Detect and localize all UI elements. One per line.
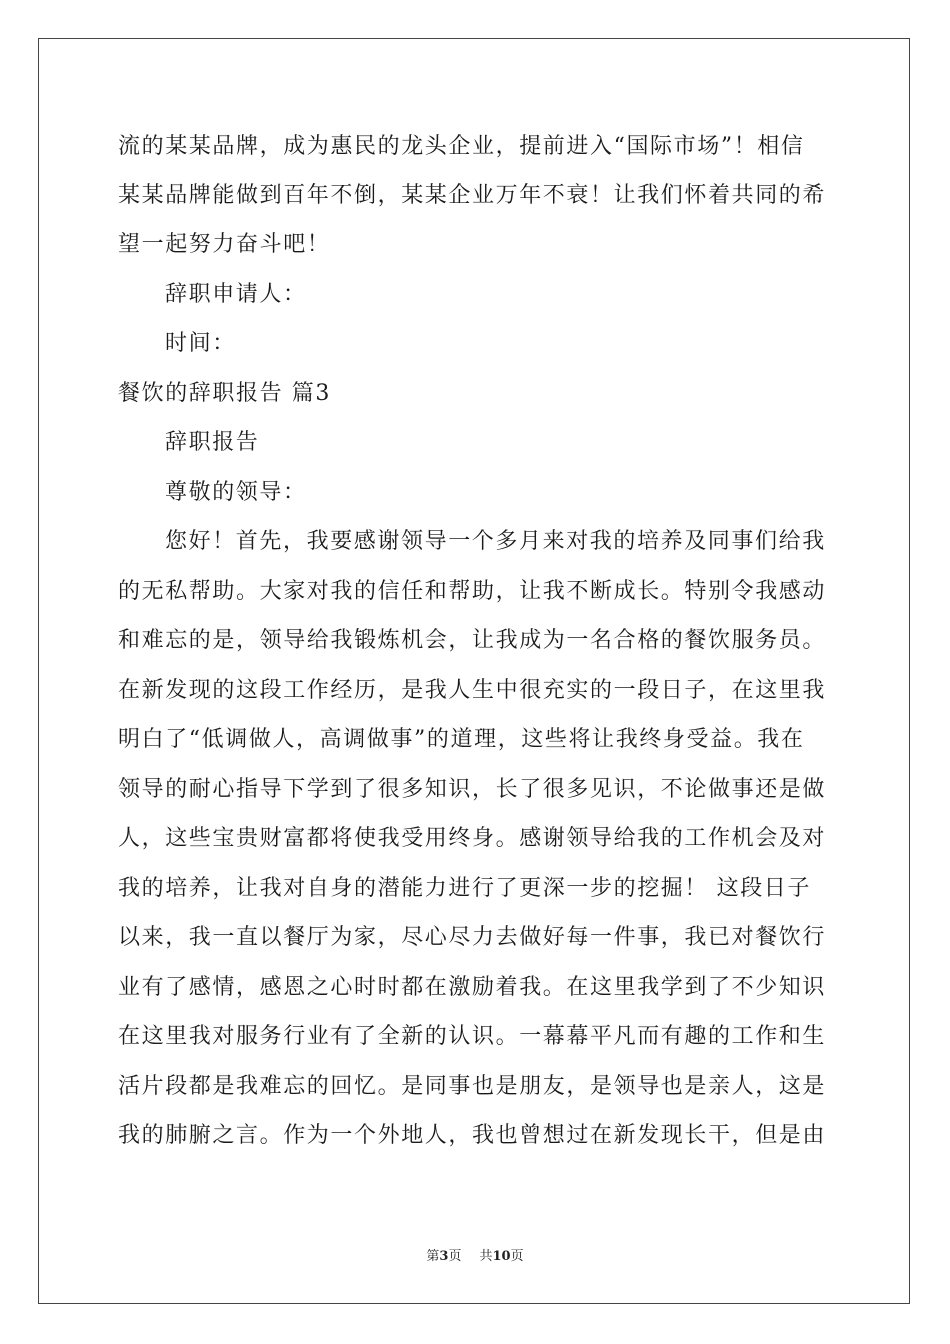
paragraph-line: 流的某某品牌，成为惠民的龙头企业，提前进入“国际市场”！相信 — [118, 134, 805, 159]
page-footer — [0, 1247, 950, 1267]
paragraph-line: 我的肺腑之言。作为一个外地人，我也曾想过在新发现长干，但是由 — [118, 1123, 827, 1148]
paragraph-line: 我的培养，让我对自身的潜能力进行了更深一步的挖掘！ 这段日子 — [118, 876, 811, 901]
paragraph-line: 领导的耐心指导下学到了很多知识，长了很多见识，不论做事还是做 — [118, 777, 827, 802]
paragraph-line: 活片段都是我难忘的回忆。是同事也是朋友，是领导也是亲人，这是 — [118, 1074, 827, 1099]
paragraph-line: 人，这些宝贵财富都将使我受用终身。感谢领导给我的工作机会及对 — [118, 826, 827, 851]
paragraph-line: 的无私帮助。大家对我的信任和帮助，让我不断成长。特别令我感动 — [118, 579, 827, 604]
signature-label: 辞职申请人： — [165, 282, 307, 307]
page-suffix: 页 — [448, 1249, 462, 1264]
letter-salutation: 尊敬的领导： — [165, 480, 307, 505]
paragraph-line: 明白了“低调做人，高调做事”的道理，这些将让我终身受益。我在 — [118, 727, 805, 752]
total-suffix: 页 — [510, 1249, 524, 1264]
total-prefix: 共 — [479, 1249, 493, 1264]
paragraph-line: 某某品牌能做到百年不倒，某某企业万年不衰！让我们怀着共同的希 — [118, 183, 827, 208]
letter-title: 辞职报告 — [165, 430, 260, 455]
paragraph-line: 望一起努力奋斗吧！ — [118, 232, 331, 257]
paragraph-line: 业有了感情，感恩之心时时都在激励着我。在这里我学到了不少知识 — [118, 975, 827, 1000]
total-pages: 10 — [492, 1249, 511, 1264]
page-prefix: 第 — [426, 1249, 440, 1264]
paragraph-line: 以来，我一直以餐厅为家，尽心尽力去做好每一件事，我已对餐饮行 — [118, 925, 827, 950]
date-label: 时间： — [165, 331, 236, 356]
paragraph-line: 您好！首先，我要感谢领导一个多月来对我的培养及同事们给我 — [165, 529, 826, 554]
section-heading: 餐饮的辞职报告 篇3 — [118, 381, 331, 406]
paragraph-line: 在这里我对服务行业有了全新的认识。一幕幕平凡而有趣的工作和生 — [118, 1024, 827, 1049]
paragraph-line: 在新发现的这段工作经历，是我人生中很充实的一段日子，在这里我 — [118, 678, 827, 703]
page-number: 3 — [439, 1249, 449, 1264]
paragraph-line: 和难忘的是，领导给我锻炼机会，让我成为一名合格的餐饮服务员。 — [118, 628, 827, 653]
